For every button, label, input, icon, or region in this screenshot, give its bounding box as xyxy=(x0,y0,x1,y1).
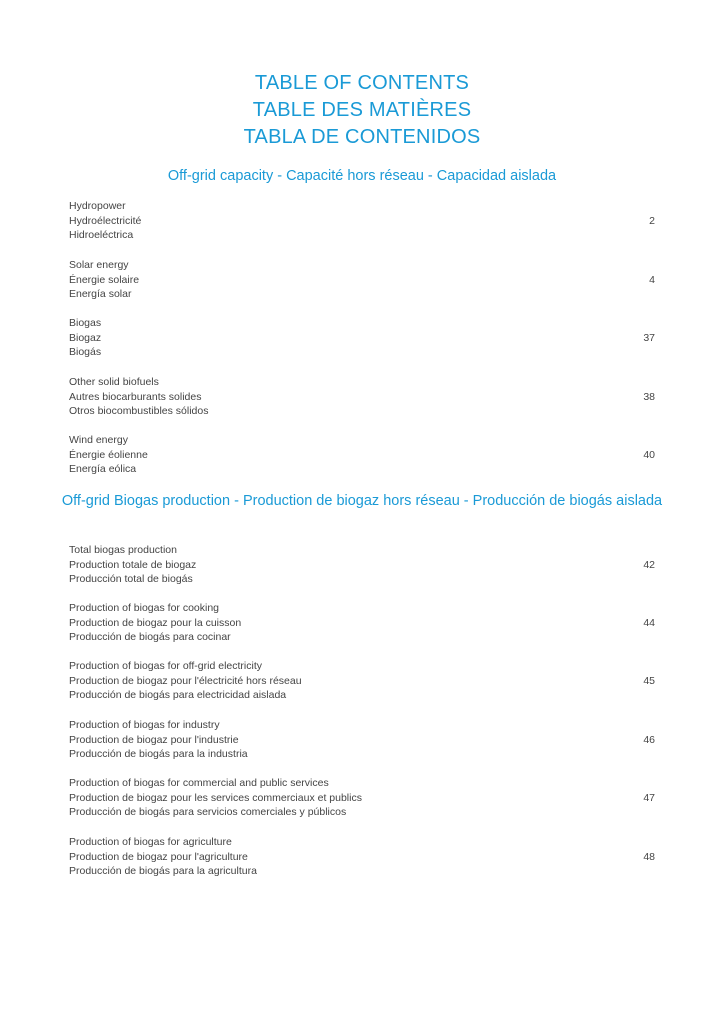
entry-label-fr: Énergie solaire xyxy=(69,273,140,286)
entry-label-en: Production of biogas for off-grid electricity xyxy=(69,660,262,672)
title-french: TABLE DES MATIÈRES xyxy=(252,99,472,121)
entry-label-en: Hydropower xyxy=(69,200,126,212)
entry-page-number: 4 xyxy=(649,273,655,286)
toc-entry-biogas[interactable] xyxy=(69,316,655,360)
entry-label-fr: Production de biogaz pour l'industrie xyxy=(69,733,239,746)
toc-entry-solar-energy[interactable] xyxy=(69,258,655,302)
entry-label-fr: Énergie éolienne xyxy=(69,448,148,461)
entry-label-es: Producción de biogás para electricidad aislada xyxy=(69,689,287,702)
entry-label-en: Production of biogas for cooking xyxy=(69,602,220,614)
entry-page-number: 2 xyxy=(649,214,655,227)
entry-label-es: Producción total de biogás xyxy=(69,573,193,586)
title-english: TABLE OF CONTENTS xyxy=(254,72,470,94)
toc-entry-biogas-commercial-public[interactable] xyxy=(69,776,655,820)
entry-label-en: Biogas xyxy=(69,317,102,329)
entry-page-number: 48 xyxy=(643,850,655,863)
entry-page-number: 38 xyxy=(643,390,655,403)
entry-page-number: 40 xyxy=(643,448,655,461)
entry-page-number: 42 xyxy=(643,558,655,571)
entry-label-fr: Production totale de biogaz xyxy=(69,558,197,571)
entry-label-es: Producción de biogás para la industria xyxy=(69,748,248,761)
entry-label-es: Producción de biogás para cocinar xyxy=(69,631,231,644)
entry-label-fr: Production de biogaz pour les services commerciaux et publics xyxy=(69,791,362,804)
entry-label-es: Producción de biogás para la agricultura xyxy=(69,865,257,878)
entry-label-en: Production of biogas for commercial and public services xyxy=(69,777,329,789)
toc-entry-hydropower[interactable] xyxy=(69,199,655,243)
entry-label-es: Otros biocombustibles sólidos xyxy=(69,405,209,418)
entry-label-en: Production of biogas for agriculture xyxy=(69,836,232,848)
entry-label-es: Producción de biogás para servicios comerciales y públicos xyxy=(69,806,347,819)
entry-label-fr: Production de biogaz pour la cuisson xyxy=(69,616,242,629)
entry-label-fr: Production de biogaz pour l'électricité hors réseau xyxy=(69,674,302,687)
toc-entry-biogas-agriculture[interactable] xyxy=(69,835,655,879)
toc-entry-biogas-industry[interactable] xyxy=(69,718,655,762)
entry-page-number: 37 xyxy=(643,331,655,344)
entry-label-fr: Autres biocarburants solides xyxy=(69,390,202,403)
entry-label-fr: Hydroélectricité xyxy=(69,214,142,227)
toc-entry-wind-energy[interactable] xyxy=(69,433,655,477)
entry-label-es: Energía eólica xyxy=(69,463,137,476)
title-spanish: TABLA DE CONTENIDOS xyxy=(243,126,481,148)
entry-label-en: Other solid biofuels xyxy=(69,376,159,388)
toc-entry-biogas-cooking[interactable] xyxy=(69,601,655,645)
section-heading-off-grid-biogas-production: Off-grid Biogas production - Production de biogaz hors réseau - Producción de biogás aislada xyxy=(61,493,663,509)
entry-label-en: Solar energy xyxy=(69,259,129,271)
entry-label-es: Biogás xyxy=(69,346,102,359)
entry-page-number: 46 xyxy=(643,733,655,746)
entry-label-en: Production of biogas for industry xyxy=(69,719,220,731)
toc-entry-other-solid-biofuels[interactable] xyxy=(69,375,655,419)
entry-page-number: 44 xyxy=(643,616,655,629)
entry-label-es: Hidroeléctrica xyxy=(69,229,134,242)
toc-entry-total-biogas-production[interactable] xyxy=(69,543,655,587)
entry-label-en: Total biogas production xyxy=(69,544,177,556)
entry-label-es: Energía solar xyxy=(69,288,132,301)
entry-label-fr: Biogaz xyxy=(69,331,102,344)
entry-label-fr: Production de biogaz pour l'agriculture xyxy=(69,850,248,863)
section-heading-off-grid-capacity: Off-grid capacity - Capacité hors réseau - Capacidad aislada xyxy=(167,168,557,184)
entry-label-en: Wind energy xyxy=(69,434,128,446)
entry-page-number: 47 xyxy=(643,791,655,804)
toc-entry-biogas-off-grid-electricity[interactable] xyxy=(69,659,655,703)
page-title xyxy=(0,70,724,151)
entry-page-number: 45 xyxy=(643,674,655,687)
